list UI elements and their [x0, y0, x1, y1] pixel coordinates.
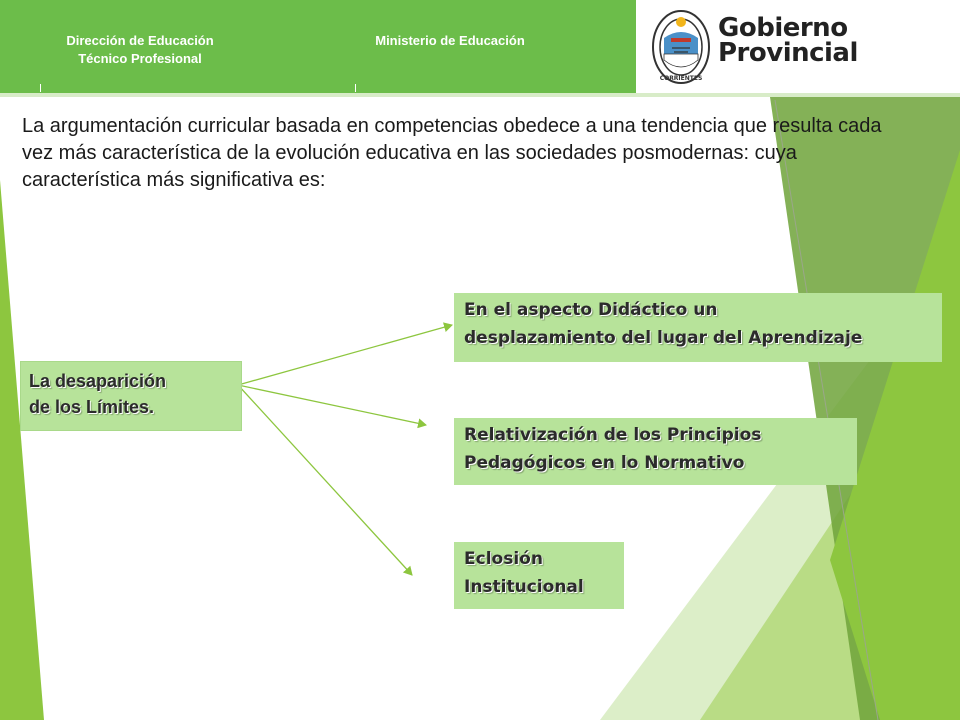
logo-line1: Gobierno: [718, 13, 848, 43]
target-box-relativizacion: [454, 418, 857, 485]
header-left-line1: Dirección de Educación: [66, 33, 214, 48]
source-box: [20, 361, 242, 431]
arrow-to-didactico: [238, 325, 452, 385]
arrow-to-eclosion: [238, 385, 412, 575]
logo-line2: Provincial: [718, 38, 858, 68]
target2-line1: Relativización de los Principios: [464, 425, 762, 445]
source-line1: La desaparición: [29, 371, 167, 391]
target-box-eclosion: [454, 542, 624, 609]
target1-line2: desplazamiento del lugar del Aprendizaje: [464, 328, 863, 348]
header-middle-text: Ministerio de Educación: [375, 33, 525, 48]
intro-paragraph: La argumentación curricular basada en competencias obedece a una tendencia que resulta cada vez más característica de la evolución educativa en las sociedades posmodernas: cuya característica más significativa es:: [22, 115, 882, 191]
seal-text: CORRIENTES: [659, 75, 703, 82]
target3-line1: Eclosión: [464, 549, 543, 569]
target1-line1: En el aspecto Didáctico un: [464, 300, 718, 320]
target-box-didactico: [454, 293, 942, 362]
arrow-to-relativizacion: [238, 385, 426, 425]
source-line2: de los Límites.: [29, 397, 155, 417]
target3-line2: Institucional: [464, 577, 584, 597]
header-left-line2: Técnico Profesional: [78, 51, 202, 66]
target2-line2: Pedagógicos en lo Normativo: [464, 453, 745, 473]
